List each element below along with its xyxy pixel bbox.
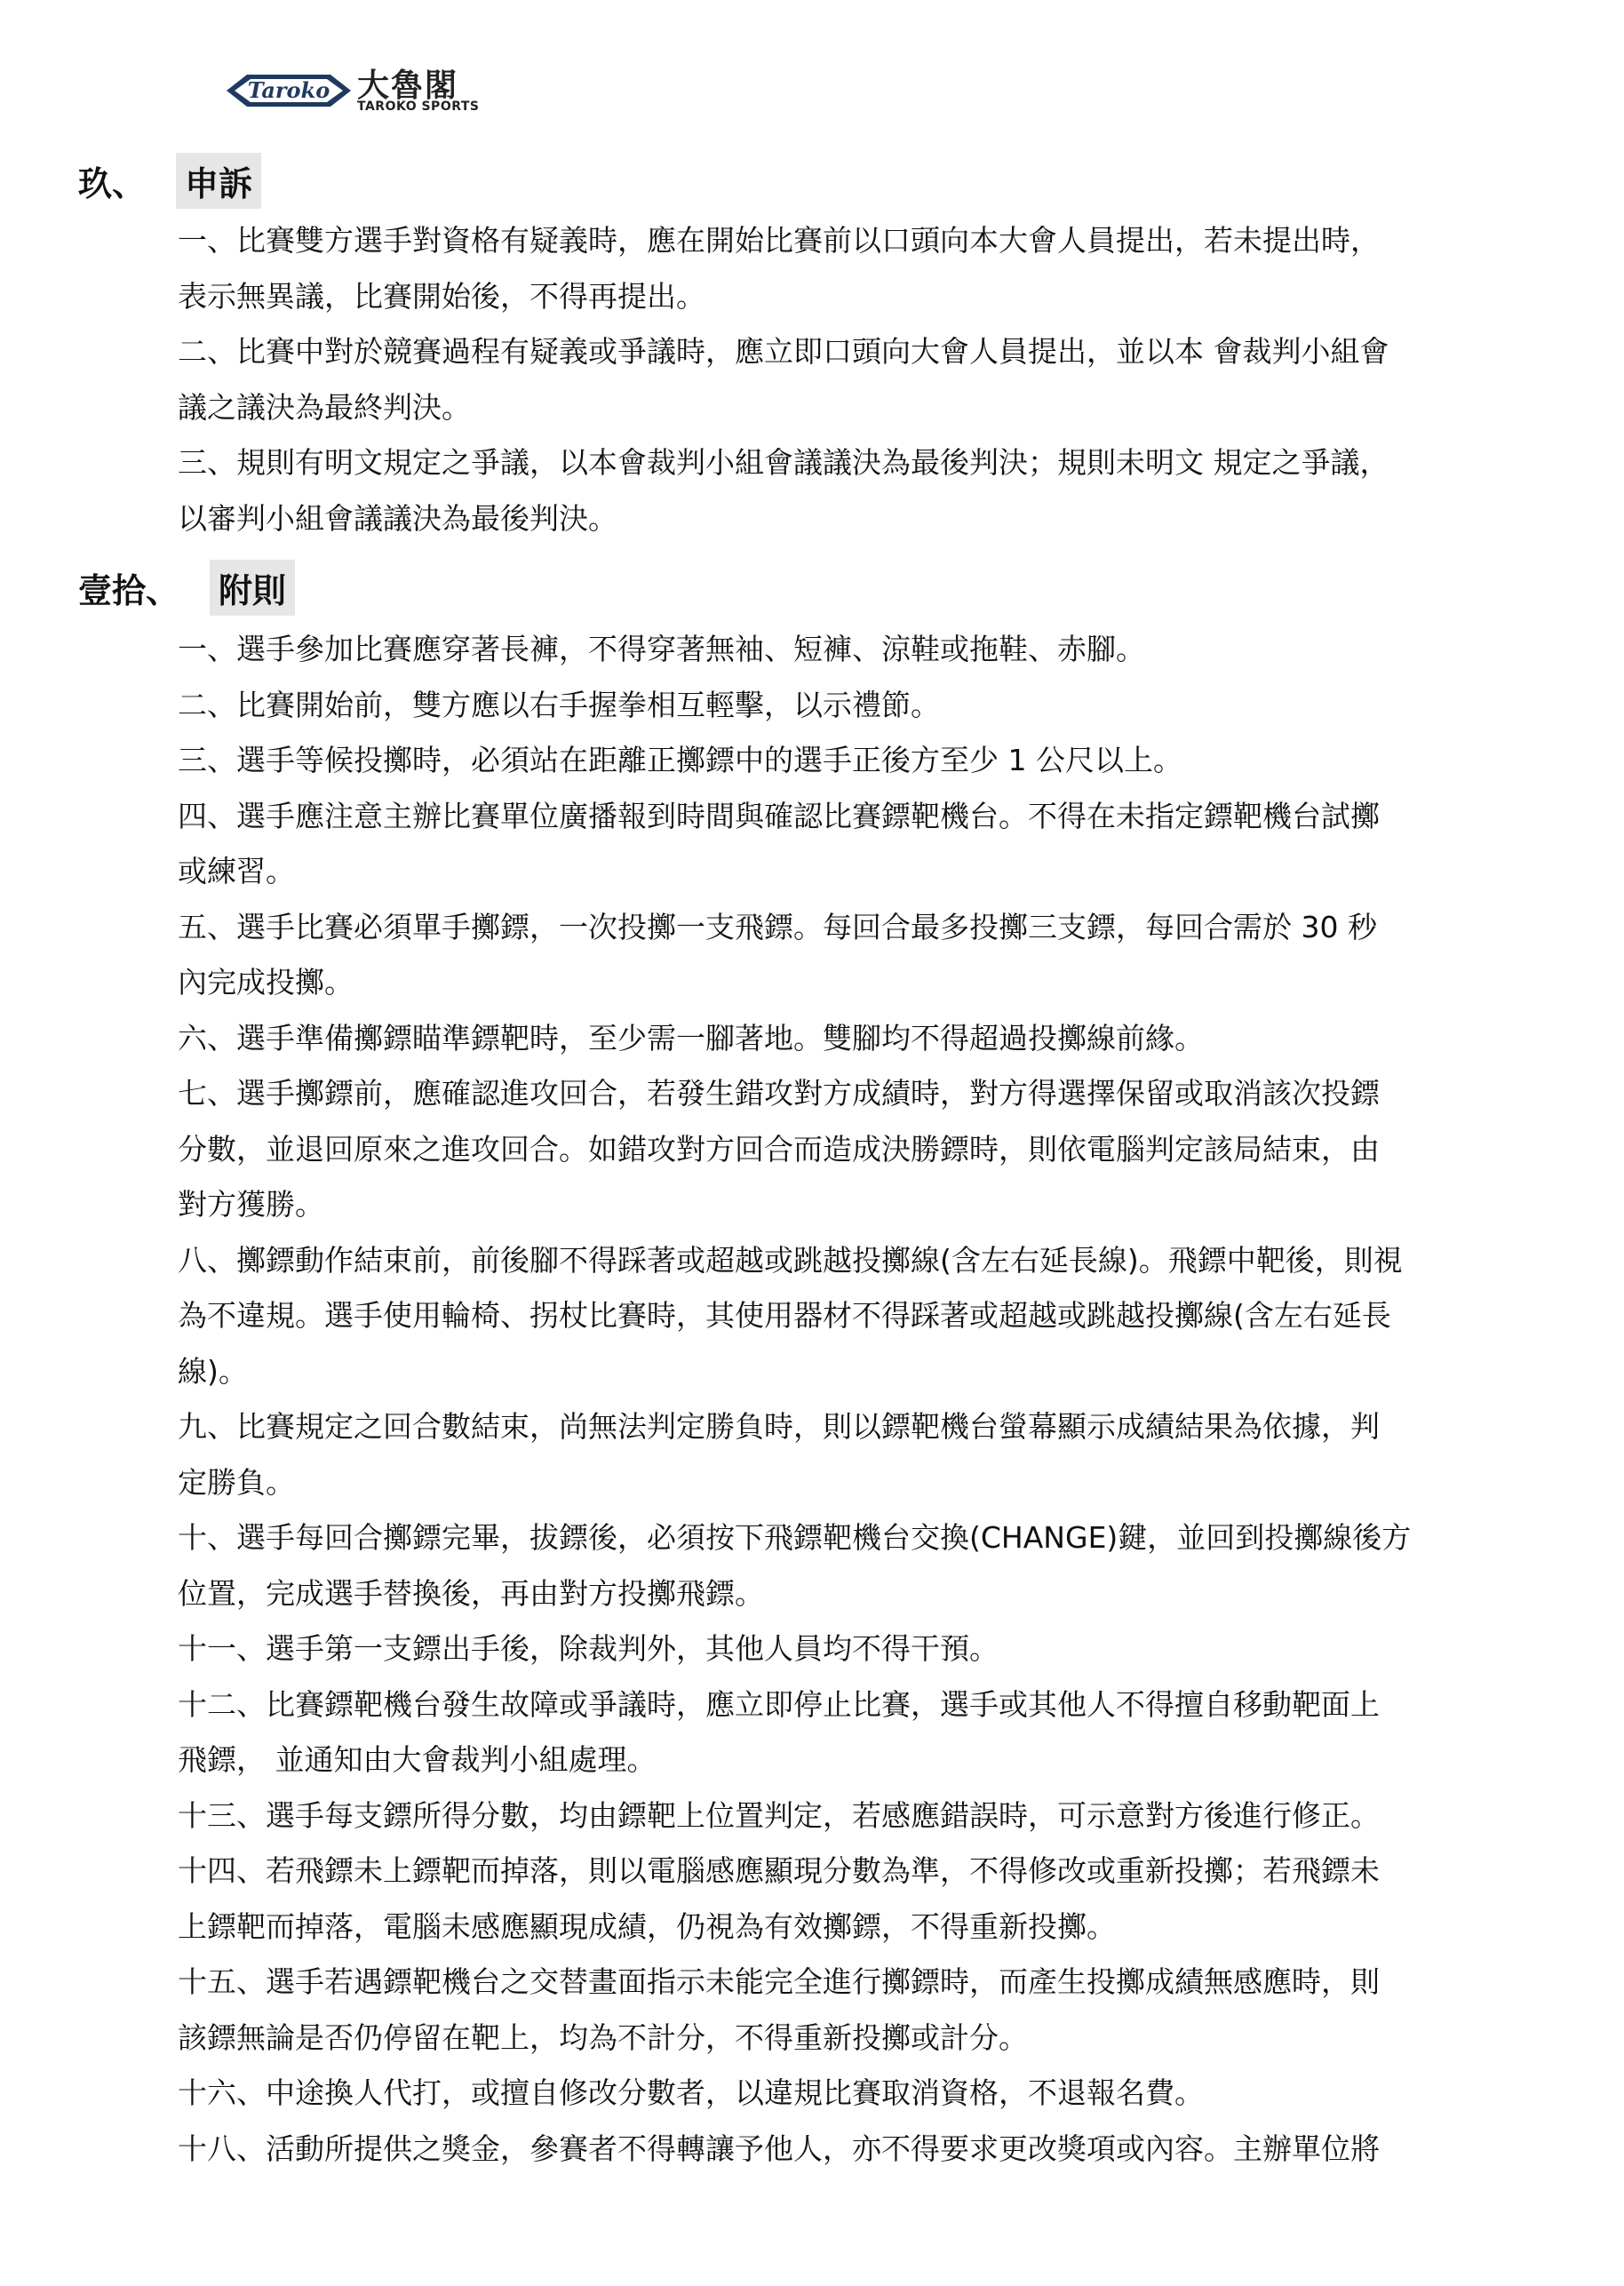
- rule-line: 六、選手準備擲鏢瞄準鏢靶時，至少需一腳著地。雙腳均不得超過投擲線前緣。: [178, 1020, 1204, 1055]
- rule-line: 三、選手等候投擲時，必須站在距離正擲鏢中的選手正後方至少 1 公尺以上。: [178, 743, 1182, 777]
- section-title: 申訴: [176, 153, 261, 209]
- rule-line: 飛鏢， 並通知由大會裁判小組處理。: [178, 1742, 657, 1777]
- section-number: 壹拾、: [78, 571, 180, 610]
- rule-line: 線)。: [178, 1353, 248, 1389]
- rule-line: 七、選手擲鏢前，應確認進攻回合，若發生錯攻對方成績時，對方得選擇保留或取消該次投鏢: [178, 1076, 1380, 1111]
- rule-line: 以審判小組會議議決為最後判決。: [178, 500, 617, 536]
- rule-line: 八、擲鏢動作結束前，前後腳不得踩著或超越或跳越投擲線(含左右延長線)。飛鏢中靶後，則視: [178, 1242, 1403, 1278]
- rule-line: 十八、活動所提供之獎金，參賽者不得轉讓予他人，亦不得要求更改獎項或內容。主辦單位將: [178, 2131, 1380, 2166]
- rule-line: 十六、中途換人代打，或擅自修改分數者，以違規比賽取消資格，不退報名費。: [178, 2075, 1204, 2110]
- rule-line: 內完成投擲。: [178, 965, 354, 1000]
- rule-line: 該鏢無論是否仍停留在靶上，均為不計分，不得重新投擲或計分。: [178, 2019, 1028, 2055]
- rule-line: 十三、選手每支鏢所得分數，均由鏢靶上位置判定，若感應錯誤時，可示意對方後進行修正。: [178, 1797, 1380, 1833]
- section-title: 附則: [210, 560, 295, 616]
- rule-line: 位置，完成選手替換後，再由對方投擲飛鏢。: [178, 1575, 764, 1611]
- rule-line: 五、選手比賽必須單手擲鏢，一次投擲一支飛鏢。每回合最多投擲三支鏢，每回合需於 30 秒: [178, 909, 1377, 944]
- rule-line: 九、比賽規定之回合數結束，尚無法判定勝負時，則以鏢靶機台螢幕顯示成績結果為依據，判: [178, 1409, 1380, 1444]
- rule-line: 定勝負。: [178, 1464, 295, 1500]
- rule-line: 為不違規。選手使用輪椅、拐杖比賽時，其使用器材不得踩著或超越或跳越投擲線(含左右延長: [178, 1298, 1391, 1333]
- rule-line: 三、規則有明文規定之爭議，以本會裁判小組會議議決為最後判決；規則未明文 規定之爭議，: [178, 445, 1389, 480]
- rule-line: 表示無異議，比賽開始後，不得再提出。: [178, 278, 705, 314]
- rule-line: 分數，並退回原來之進攻回合。如錯攻對方回合而造成決勝鏢時，則依電腦判定該局結束，由: [178, 1131, 1380, 1167]
- rule-line: 二、比賽中對於競賽過程有疑義或爭議時，應立即口頭向大會人員提出，並以本 會裁判小組會: [178, 334, 1389, 369]
- rule-line: 一、比賽雙方選手對資格有疑義時，應在開始比賽前以口頭向本大會人員提出，若未提出時，: [178, 223, 1380, 258]
- taroko-logo-emblem: [222, 55, 355, 126]
- rule-line: 十四、若飛鏢未上鏢靶而掉落，則以電腦感應顯現分數為準，不得修改或重新投擲；若飛鏢未: [178, 1853, 1380, 1888]
- section-heading-supplementary: [78, 560, 295, 616]
- rule-line: 十二、比賽鏢靶機台發生故障或爭議時，應立即停止比賽，選手或其他人不得擅自移動靶面上: [178, 1686, 1380, 1722]
- section-heading-appeal: [78, 153, 261, 209]
- supplementary-rules: [178, 622, 1588, 2177]
- rule-line: 上鏢靶而掉落，電腦未感應顯現成績，仍視為有效擲鏢，不得重新投擲。: [178, 1908, 1116, 1944]
- rule-line: 十五、選手若遇鏢靶機台之交替畫面指示未能完全進行擲鏢時，而產生投擲成績無感應時，則: [178, 1964, 1380, 1999]
- section-number: 玖、: [78, 164, 147, 203]
- rule-line: 一、選手參加比賽應穿著長褲，不得穿著無袖、短褲、涼鞋或拖鞋、赤腳。: [178, 632, 1145, 666]
- rule-line: 二、比賽開始前，雙方應以右手握拳相互輕擊，以示禮節。: [178, 687, 940, 722]
- logo-script-text: Taroko: [247, 77, 330, 103]
- rule-line: 對方獲勝。: [178, 1187, 324, 1222]
- brand-name-cn: 大魯閣: [357, 68, 459, 104]
- brand-name-en: TAROKO SPORTS: [357, 100, 480, 114]
- rule-line: 十一、選手第一支鏢出手後，除裁判外，其他人員均不得干預。: [178, 1631, 999, 1666]
- rule-line: 或練習。: [178, 854, 295, 888]
- rule-line: 四、選手應注意主辦比賽單位廣播報到時間與確認比賽鏢靶機台。不得在未指定鏢靶機台試擲: [178, 798, 1380, 833]
- appeal-rules: [178, 213, 1588, 546]
- rule-line: 議之議決為最終判決。: [178, 389, 471, 425]
- rule-line: 十、選手每回合擲鏢完畢，拔鏢後，必須按下飛鏢靶機台交換(CHANGE)鍵，並回到投擲線後方: [178, 1520, 1412, 1555]
